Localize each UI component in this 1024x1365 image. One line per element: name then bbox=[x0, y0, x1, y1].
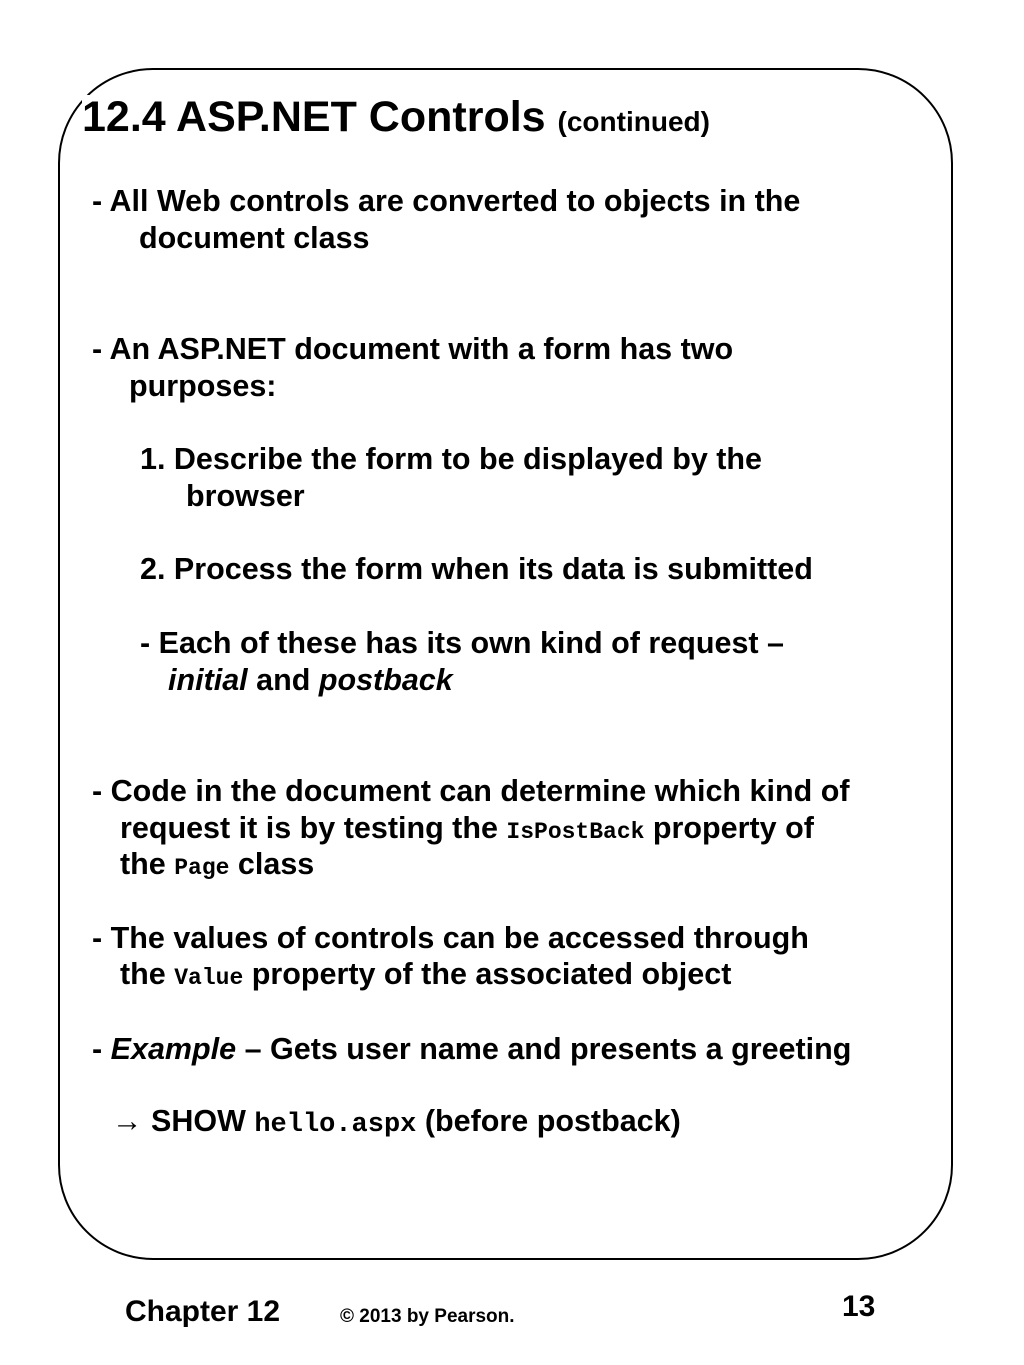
initial-term: initial bbox=[168, 663, 248, 697]
bullet-5-rest: – Gets user name and presents a greeting bbox=[236, 1032, 852, 1066]
sub-item-1-line-1: 1. Describe the form to be displayed by the bbox=[140, 442, 763, 476]
bullet-3-line-2-post: property of bbox=[644, 811, 814, 845]
arrow-icon: → bbox=[112, 1104, 143, 1138]
bullet-2-line-1: - An ASP.NET document with a form has two bbox=[92, 332, 734, 366]
bullet-4-line-2 bbox=[120, 956, 731, 996]
footer-copyright: © 2013 by Pearson. bbox=[340, 1306, 515, 1327]
bullet-1-line-2: document class bbox=[139, 221, 370, 255]
bullet-1-line-1: - All Web controls are converted to objects in the bbox=[92, 184, 801, 218]
bullet-3-line-3 bbox=[120, 846, 314, 886]
sub-item-3-line-1: - Each of these has its own kind of request – bbox=[140, 626, 785, 660]
page-code: Page bbox=[174, 855, 230, 881]
bullet-3-line-2 bbox=[120, 810, 814, 850]
show-label: SHOW bbox=[142, 1104, 255, 1138]
show-rest: (before postback) bbox=[416, 1104, 681, 1138]
bullet-3-line-3-pre: the bbox=[120, 847, 175, 881]
bullet-5-dash: - bbox=[92, 1032, 111, 1066]
hello-aspx-code: hello.aspx bbox=[254, 1110, 417, 1140]
bullet-3-line-2-pre: request it is by testing the bbox=[120, 811, 507, 845]
show-line bbox=[112, 1103, 681, 1143]
footer-page-number: 13 bbox=[842, 1290, 876, 1323]
bullet-4-line-1: - The values of controls can be accessed through bbox=[92, 921, 809, 955]
bullet-5-line-1 bbox=[92, 1031, 851, 1067]
title-suffix: (continued) bbox=[557, 106, 710, 137]
sub-item-1-line-2: browser bbox=[186, 479, 305, 513]
footer-chapter: Chapter 12 bbox=[125, 1295, 281, 1328]
bullet-4-line-2-post: property of the associated object bbox=[243, 957, 732, 991]
and-text: and bbox=[247, 663, 319, 697]
sub-item-3-line-2 bbox=[168, 662, 453, 698]
bullet-3-line-3-post: class bbox=[229, 847, 315, 881]
postback-term: postback bbox=[318, 663, 453, 697]
bullet-2-line-2: purposes: bbox=[129, 369, 277, 403]
title-text: 12.4 ASP.NET Controls bbox=[82, 93, 546, 141]
value-code: Value bbox=[174, 965, 244, 991]
ispostback-code: IsPostBack bbox=[506, 819, 645, 845]
bullet-4-line-2-pre: the bbox=[120, 957, 175, 991]
sub-item-2-line-1: 2. Process the form when its data is submitted bbox=[140, 552, 813, 586]
bullet-3-line-1: - Code in the document can determine which kind of bbox=[92, 774, 850, 808]
slide-title bbox=[82, 95, 714, 140]
example-term: Example bbox=[110, 1032, 237, 1066]
